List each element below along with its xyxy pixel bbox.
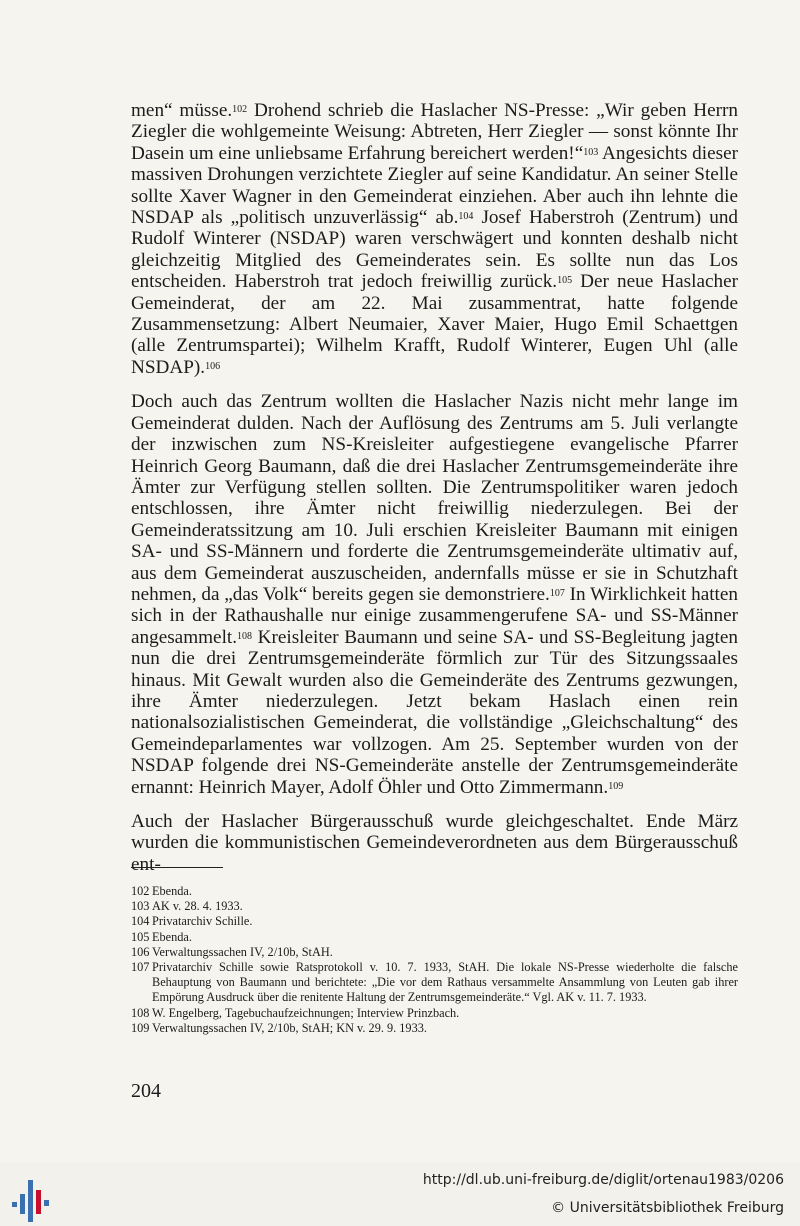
- paragraph: [131, 100, 738, 378]
- footnote-reference: 104: [458, 211, 474, 223]
- footnote-reference: 109: [608, 780, 624, 792]
- footnote-reference: 105: [557, 275, 573, 287]
- viewer-footer: [0, 1162, 800, 1226]
- paragraph: [131, 811, 738, 875]
- footnote-number: 108: [131, 1005, 150, 1020]
- text-run: Josef Haberstroh (Zentrum) und Rudolf Winterer (NSDAP) waren verschwägert und konnten deshalb nicht gleichzeitig Mitglied des Gemeinderates sein. Es sollte nun das Los entscheiden. Haberstroh trat jedoch freiwillig zurück.: [131, 207, 739, 293]
- footnote-reference: 108: [237, 630, 253, 642]
- footnote-text: Privatarchiv Schille.: [152, 914, 253, 929]
- footnote-text: Privatarchiv Schille sowie Ratsprotokoll v. 10. 7. 1933, StAH. Die lokale NS-Presse wiederholte die falsche Behauptung von Baumann und berichtete: „Die vor dem Rathaus versammelte Ansammlung von Leuten gab ihrer Empörung Ausdruck über die renitente Haltung der Zentrumsgemeinderäte.“ Vgl. AK v. 11. 7. 1933.: [152, 960, 738, 1005]
- footnote: [131, 914, 738, 929]
- footnote: [131, 884, 738, 899]
- paragraph: [131, 391, 738, 798]
- footnote-reference: 106: [205, 360, 221, 372]
- text-run: Doch auch das Zentrum wollten die Haslacher Nazis nicht mehr lange im Gemeinderat dulden. Nach der Auflösung des Zentrums am 5. Juli verlangte der inzwischen zum NS-Kreisleiter aufgestiegene evangelische Pfarrer Heinrich Georg Baumann, daß die drei Haslacher Zentrumsgemeinderäte ihre Ämter zur Verfügung stellen sollten. Die Zentrumspolitiker waren jedoch entschlossen, ihre Ämter nicht freiwillig niederzulegen. Bei der Gemeinderatssitzung am 10. Juli erschien Kreisleiter Baumann mit einigen SA- und SS-Männern und forderte die Zentrumsgemeinderäte ultimativ auf, aus dem Gemeinderat auszuscheiden, andernfalls müsse er sie in Schutzhaft nehmen, da „das Volk“ bereits gegen sie demonstriere.: [131, 391, 738, 605]
- copyright-text: © Universitätsbibliothek Freiburg: [551, 1200, 784, 1216]
- document-url-link[interactable]: http://dl.ub.uni-freiburg.de/diglit/ortenau1983/0206: [422, 1172, 784, 1188]
- footnote: [131, 960, 738, 1006]
- footnotes: [131, 884, 738, 1036]
- footnote: [131, 930, 738, 945]
- page-number: 204: [131, 1080, 161, 1102]
- footnote-reference: 107: [549, 587, 565, 599]
- footnote-number: 106: [131, 944, 150, 959]
- footnote-number: 105: [131, 929, 150, 944]
- footnote: [131, 1006, 738, 1021]
- footnote-separator: [131, 867, 223, 868]
- footnote-text: Verwaltungssachen IV, 2/10b, StAH.: [152, 944, 333, 959]
- footnote-number: 109: [131, 1020, 150, 1035]
- ub-freiburg-logo-icon[interactable]: [10, 1180, 50, 1222]
- footnote-reference: 103: [583, 146, 599, 158]
- footnote-number: 104: [131, 914, 150, 929]
- text-run: Auch der Haslacher Bürgerausschuß wurde gleichgeschaltet. Ende März wurden die kommunistischen Gemeindeverordneten aus dem Bürgerausschuß ent-: [131, 811, 738, 875]
- footnote-text: AK v. 28. 4. 1933.: [152, 899, 243, 914]
- footnote-text: W. Engelberg, Tagebuchaufzeichnungen; Interview Prinzbach.: [152, 1005, 460, 1020]
- text-run: Drohend schrieb die Haslacher NS-Presse: „Wir geben Herrn Ziegler die wohlgemeinte Weisung: Abtreten, Herr Ziegler — sonst könnte Ihr Dasein um eine unliebsame Erfahrung bereichert werden!“: [131, 100, 738, 164]
- footnote-text: Verwaltungssachen IV, 2/10b, StAH; KN v. 29. 9. 1933.: [152, 1020, 427, 1035]
- footnote-number: 103: [131, 899, 150, 914]
- text-run: In Wirklichkeit hatten sich in der Rathaushalle nur einige zusammengerufene SA- und SS-Männer angesammelt.: [131, 583, 739, 648]
- footnote-text: Ebenda.: [152, 929, 192, 944]
- text-run: Kreisleiter Baumann und seine SA- und SS-Begleitung jagten nun die drei Zentrumsgemeinderäte förmlich zur Tür des Sitzungssaales hinaus. Mit Gewalt wurden also die Gemeinderäte des Zentrums gezwungen, ihre Ämter niederzulegen. Jetzt bekam Haslach einen rein nationalsozialistischen Gemeinderat, die vollständige „Gleichschaltung“ des Gemeindeparlamentes war vollzogen. Am 25. September wurden von der NSDAP folgende drei NS-Gemeinderäte anstelle der Zentrumsgemeinderäte ernannt: Heinrich Mayer, Adolf Öhler und Otto Zimmermann.: [131, 626, 738, 798]
- text-run: Angesichts dieser massiven Drohungen verzichtete Ziegler auf seine Kandidatur. An seiner Stelle sollte Xaver Wagner in den Gemeinderat einziehen. Aber auch ihn lehnte die NSDAP als „politisch unzuverlässig“ ab.: [131, 142, 738, 229]
- footnote-reference: 102: [232, 104, 248, 115]
- body-text: [131, 100, 738, 888]
- footnote: [131, 899, 738, 914]
- text-run: Der neue Haslacher Gemeinderat, der am 22. Mai zusammentrat, hatte folgende Zusammensetzung: Albert Neumaier, Xaver Maier, Hugo Emil Schaettgen (alle Zentrumspartei); Wilhelm Krafft, Rudolf Winterer, Eugen Uhl (alle NSDAP).: [131, 271, 738, 378]
- text-run: men“ müsse.: [131, 100, 233, 121]
- footnote: [131, 1021, 738, 1036]
- footnote-text: Ebenda.: [152, 884, 192, 898]
- footnote: [131, 945, 738, 960]
- footnote-number: 102: [131, 884, 150, 898]
- footnote-number: 107: [131, 960, 150, 975]
